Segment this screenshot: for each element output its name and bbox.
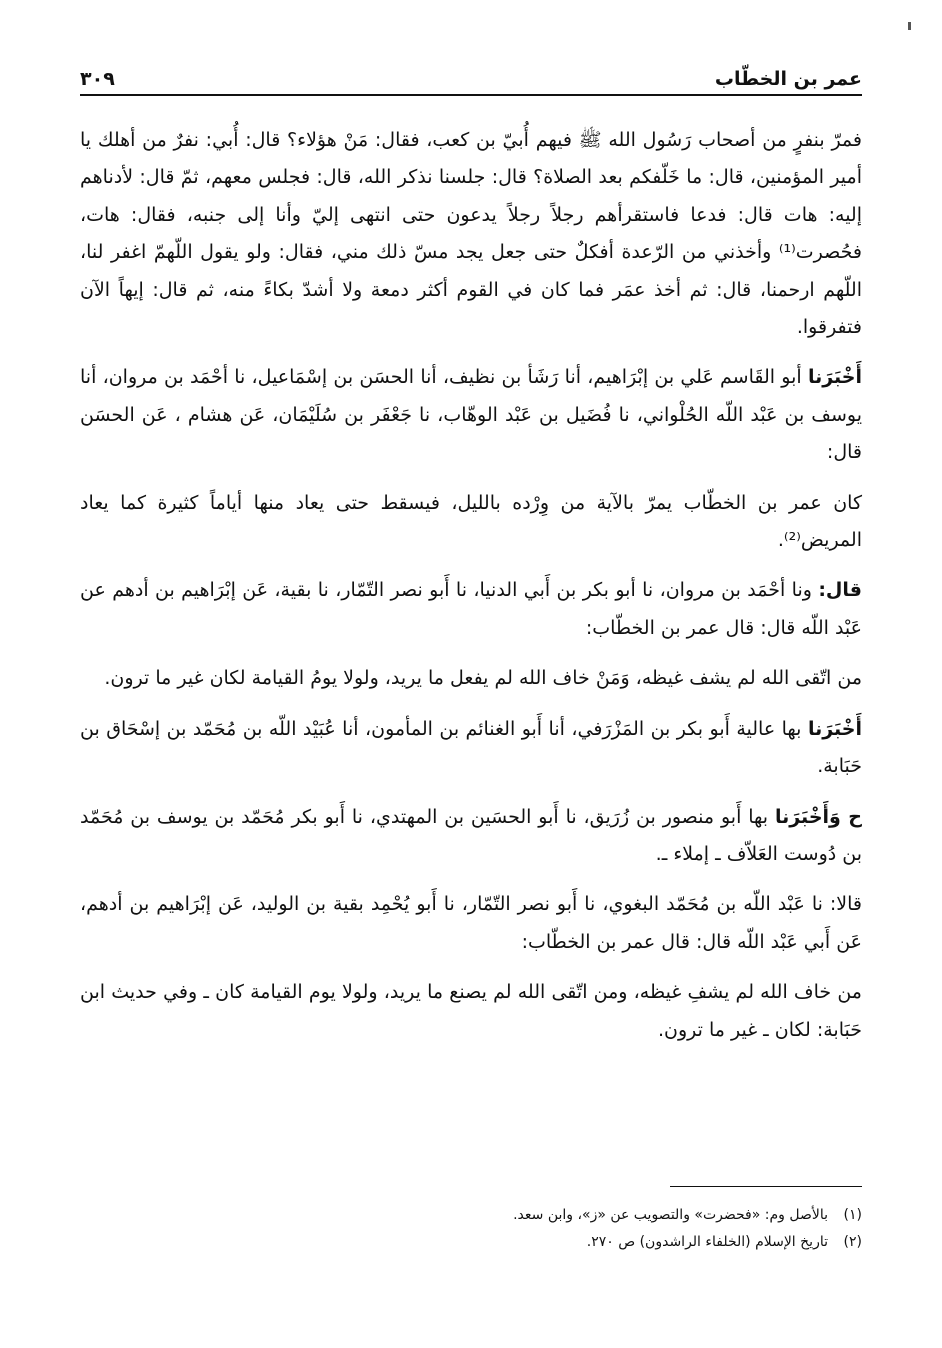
paragraph-4 (80, 572, 862, 647)
scan-mark (908, 22, 911, 30)
footnote-text: تاريخ الإسلام (الخلفاء الراشدون) ص ٢٧٠. (586, 1234, 828, 1250)
paragraph-6 (80, 711, 862, 786)
paragraph-5 (80, 660, 862, 697)
footnote-divider (670, 1186, 862, 1187)
paragraph-7 (80, 799, 862, 874)
body-text (80, 122, 862, 1062)
page-header (80, 62, 862, 96)
paragraph-text: ونا أحْمَد بن مروان، نا أبو بكر بن أَبي الدنيا، نا أَبو نصر التّمّار، نا بقية، عَن إبْرَاهيم بن أدهم عن عَبْد اللّه قال: قال عمر بن الخطّاب: (80, 579, 862, 639)
paragraph-lead: قال: (818, 579, 862, 602)
paragraph-lead: ح وَأَخْبَرَنا (774, 805, 862, 828)
paragraph-8 (80, 886, 862, 961)
paragraph-1 (80, 122, 862, 346)
paragraph-lead: أَخْبَرَنا (807, 717, 862, 740)
footnote-2 (80, 1229, 862, 1256)
paragraph-text: بها أَبو منصور بن زُرَيق، نا أَبو الحسَين بن المهتدي، نا أَبو بكر مُحَمّد بن يوسف بن مُحَمّد بن دُوست العَلاّف ـ إملاء ـ. (80, 805, 862, 865)
paragraph-3 (80, 485, 862, 560)
paragraph-text: من اتّقى الله لم يشف غيظه، وَمَنْ خاف الله لم يفعل ما يريد، ولولا يومُ القيامة لكان غير ما ترون. (104, 667, 862, 690)
footnote-number: (١) (843, 1207, 862, 1223)
paragraph-text: فمرّ بنفرٍ من أصحاب رَسُول الله ﷺ فيهم أُبيّ بن كعب، فقال: مَنْ هؤلاء؟ قال: أُبي: نفرٌ من أهلك يا أمير المؤمنين، قال: ما خَلّفكم بعد الصلاة؟ قال: جلسنا نذكر الله، قال: فجلس معهم، ثمّ قال: لأدناهم إليه: هات قال: فدعا فاستقرأهم رجلاً رجلاً يدعون حتى انتهى إليّ وأنا إلى جنبه، فقال: هات، فحُصرت⁽¹⁾ وأخذني من الرّعدة أفكلٌ حتى جعل يجد مسّ ذلك مني، فقال: ولو يقول اللّهمّ اغفر لنا، اللّهم ارحمنا، قال: ثم أخذ عمَر فما كان في القوم أكثر دمعة ولا أشدّ بكاءً منه، ثم قال: إيهاً الآن فتفرقوا. (80, 129, 862, 339)
page-number: ٣٠٩ (80, 68, 115, 90)
footnote-text: بالأصل وم: «فحضرت» والتصويب عن «ز»، وابن سعد. (513, 1207, 828, 1223)
running-title: عمر بن الخطّاب (714, 68, 862, 90)
paragraph-text: قالا: نا عَبْد اللّه بن مُحَمّد البغوي، نا أَبو نصر التّمّار، نا أَبو يُحْمِد بقية بن الوليد، عَن إبْرَاهيم بن أدهم، عَن أَبي عَبْد اللّه قال: قال عمر بن الخطّاب: (80, 893, 862, 953)
paragraph-text: كان عمر بن الخطّاب يمرّ بالآية من وِرْده بالليل، فيسقط حتى يعاد منها أياماً كثيرة كما يعاد المريض⁽²⁾. (80, 491, 862, 552)
paragraph-lead: أَخْبَرَنا (807, 366, 862, 389)
paragraph-text: أبو القَاسم عَلي بن إبْرَاهيم، أنا رَشَأ بن نظيف، أنا الحسَن بن إسْمَاعيل، نا أحْمَد بن مروان، أنا يوسف بن عَبْد اللّه الحُلْواني، نا فُضَيل بن عَبْد الوهّاب، نا جَعْفَر بن سُلَيْمَان، عَن هشام ، عَن الحسَن قال: (80, 366, 862, 464)
paragraph-9 (80, 974, 862, 1049)
paragraph-2 (80, 359, 862, 471)
footnote-number: (٢) (843, 1234, 862, 1250)
footnotes (80, 1202, 862, 1256)
footnote-1 (80, 1202, 862, 1229)
paragraph-text: بها عالية أَبو بكر بن المَزْرَفي، أنا أَبو الغنائم بن المأمون، أنا عُبَيْد اللّه بن مُحَمّد بن إسْحَاق بن حَبَابة. (80, 717, 862, 778)
paragraph-text: من خاف الله لم يشفِ غيظه، ومن اتّقى الله لم يصنع ما يريد، ولولا يوم القيامة كان ـ وفي حديث ابن حَبَابة: لكان ـ غير ما ترون. (80, 981, 862, 1041)
